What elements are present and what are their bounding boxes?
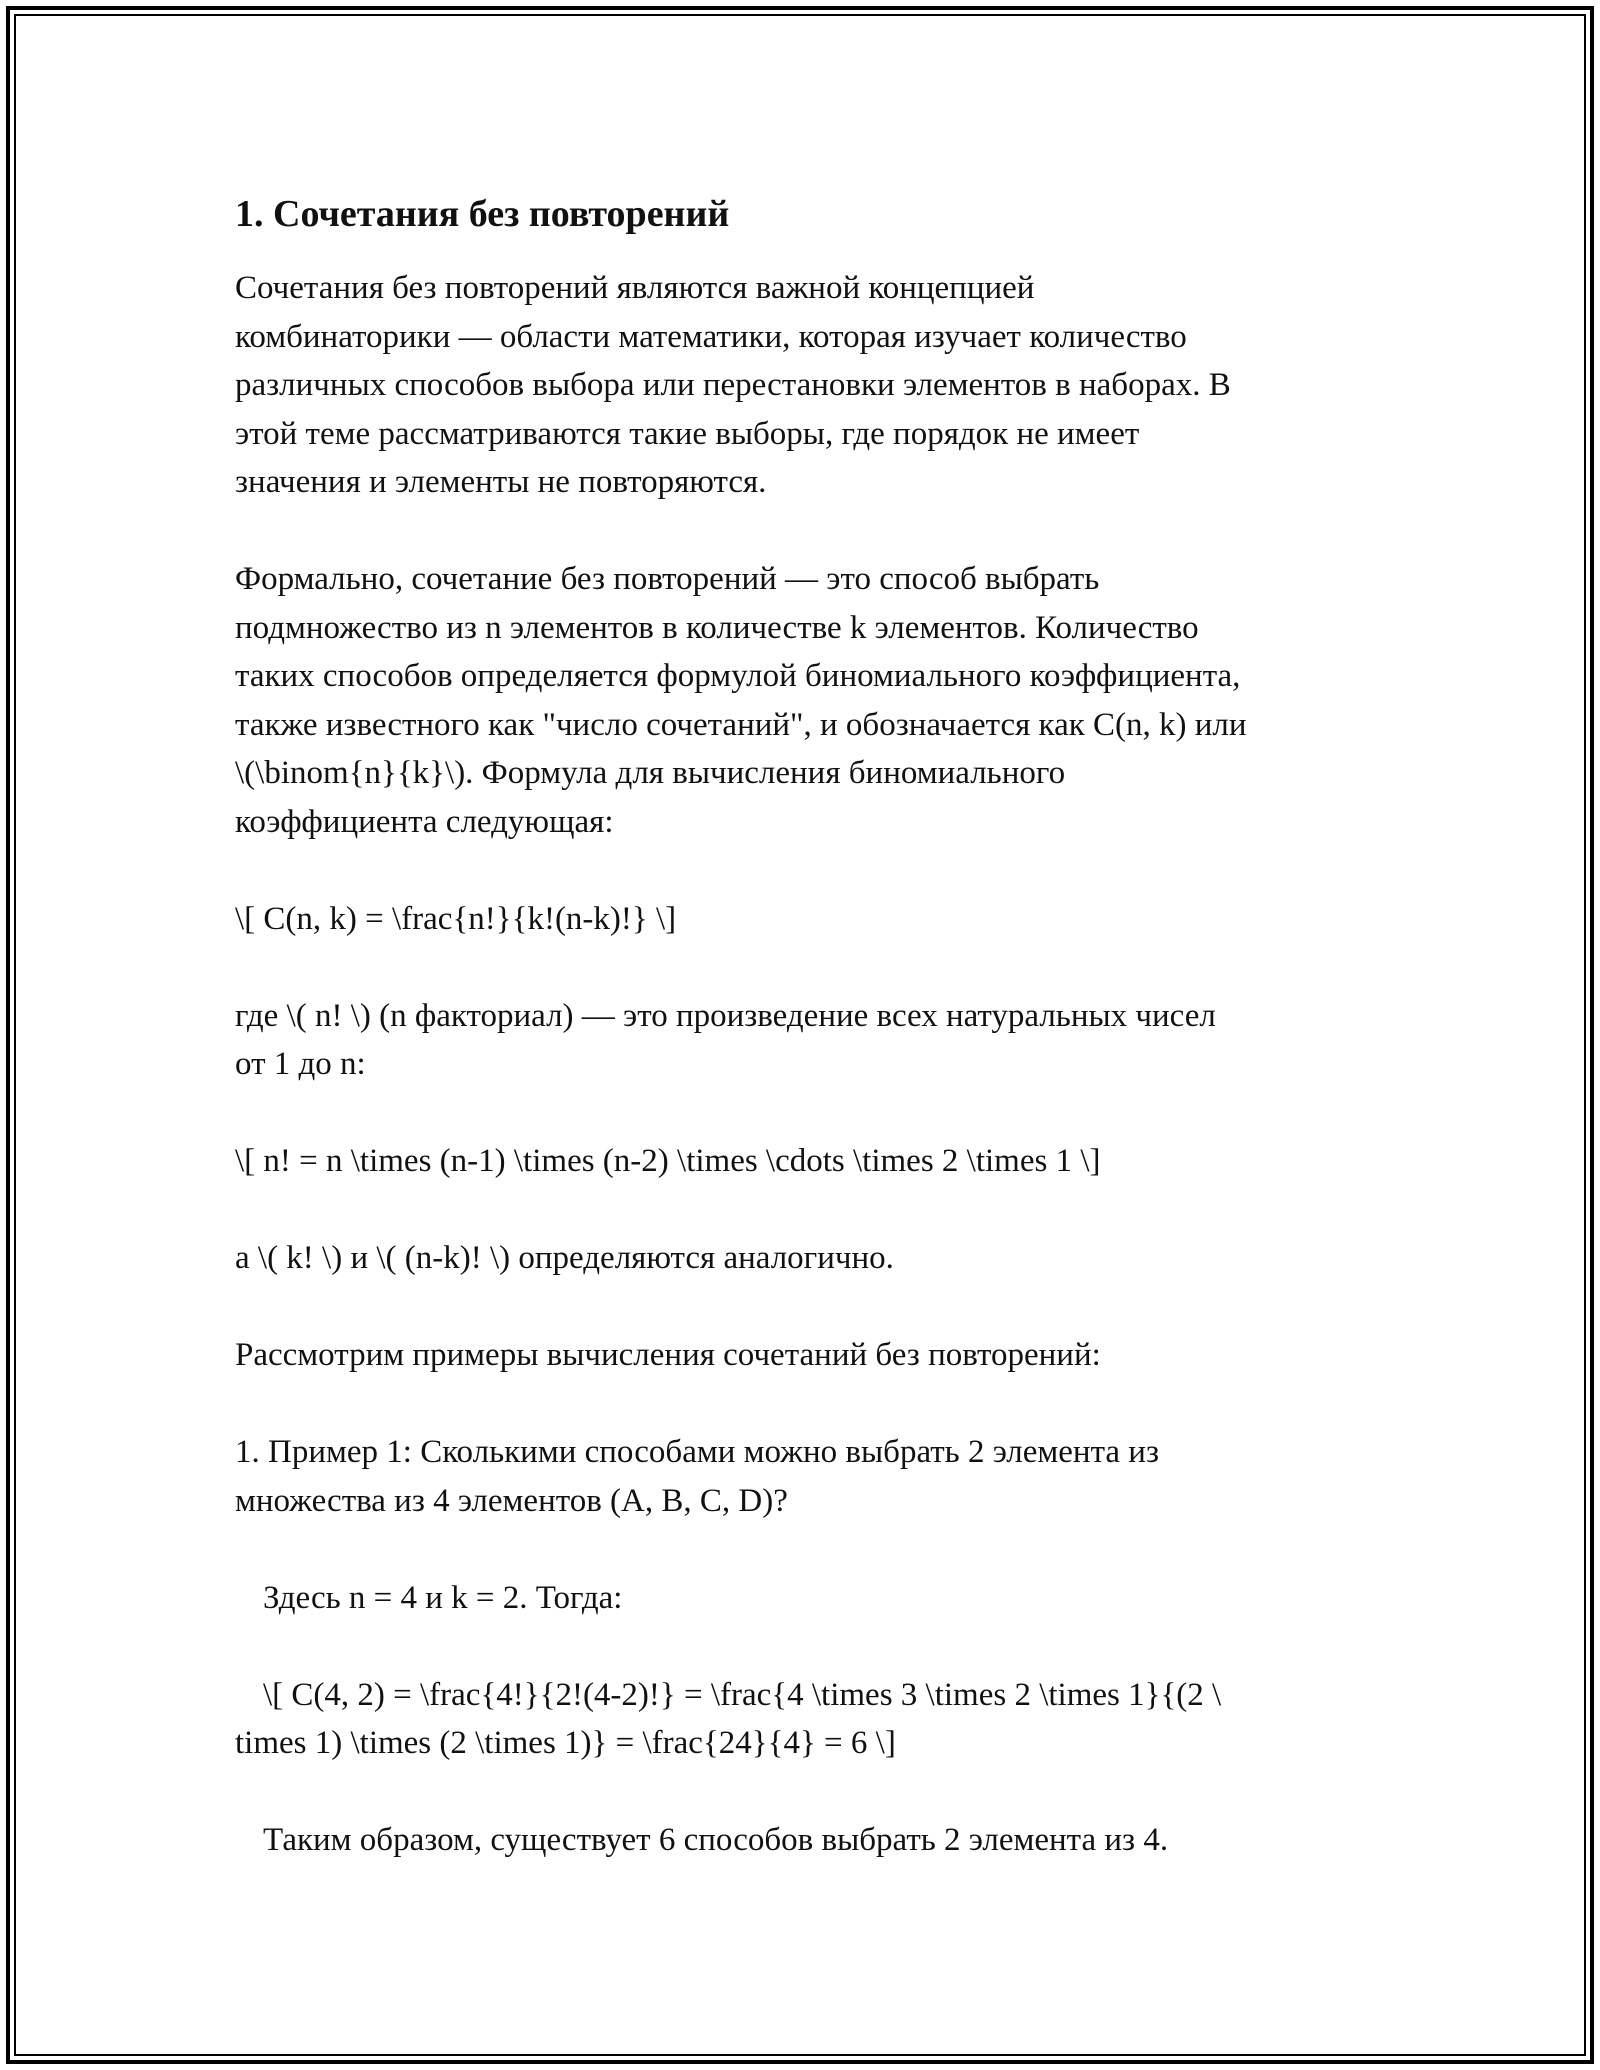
formula-binomial: \[ C(n, k) = \frac{n!}{k!(n-k)!} \] [235,900,677,937]
paragraph-examples-intro: Рассмотрим примеры вычисления сочетаний без повторений: [235,1337,1101,1373]
page-title: 1. Сочетания без повторений [235,193,730,235]
paragraph-analogous: а \( k! \) и \( (n-k)! \) определяются аналогично. [235,1240,894,1276]
paragraph-intro: Сочетания без повторений являются важной концепцией комбинаторики — области математики, которая изучает количество различных способов выбора или перестановки элементов в наборах. В этой теме рассматриваются такие выборы, где порядок не имеет значения и элементы не повторяются. [235,270,1231,500]
document-body [235,180,1375,1913]
formula-factorial: \[ n! = n \times (n-1) \times (n-2) \times \cdots \times 2 \times 1 \] [235,1143,1101,1179]
example-1-formula-line-1: \[ C(4, 2) = \frac{4!}{2!(4-2)!} = \frac{4 \times 3 \times 2 \times 1}{(2 \ [263,1676,1222,1713]
example-1-formula-line-2: times 1) \times (2 \times 1)} = \frac{24}{4} = 6 \] [235,1725,896,1761]
paragraph-formal-definition: Формально, сочетание без повторений — это способ выбрать подмножество из n элементов в количестве k элементов. Количество таких способов определяется формулой биномиального коэффициента, также известного как "число сочетаний", и обозначается как C(n, k) или \(\binom{n}{k}\). Формула для вычисления биномиального коэффициента следующая: [235,561,1247,840]
paragraph-factorial-definition: где \( n! \) (n факториал) — это произведение всех натуральных чисел от 1 до n: [235,997,1216,1082]
example-1-given: Здесь n = 4 и k = 2. Тогда: [263,1579,623,1616]
example-1-question: 1. Пример 1: Сколькими способами можно выбрать 2 элемента из множества из 4 элементов (A, B, C, D)? [235,1434,1159,1519]
example-1-formula [235,1671,1375,1768]
example-1-conclusion: Таким образом, существует 6 способов выбрать 2 элемента из 4. [263,1822,1169,1858]
